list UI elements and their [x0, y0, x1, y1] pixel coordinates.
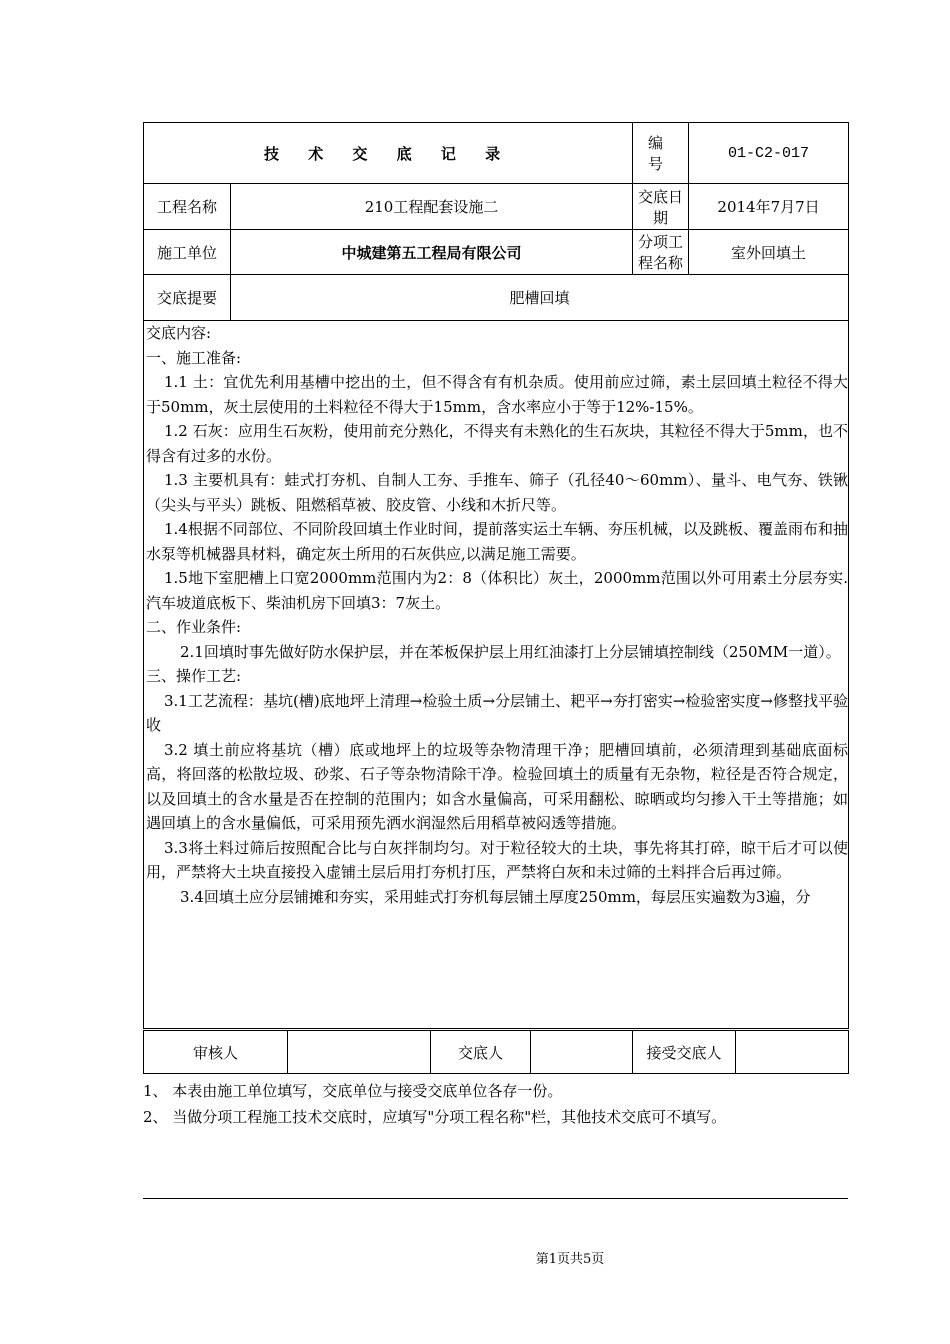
- construction-unit-value: 中城建第五工程局有限公司: [231, 230, 633, 275]
- content-line: 3.4回填土应分层铺摊和夯实，采用蛙式打夯机每层铺土厚度250mm，每层压实遍数为3遍，分: [180, 887, 811, 906]
- date-label: 交底日期: [633, 184, 689, 230]
- discloser-label: 交底人: [431, 1031, 531, 1074]
- page-number: 第1页共5页: [535, 1252, 605, 1267]
- reviewer-label: 审核人: [144, 1031, 288, 1074]
- content-line: 交底内容:: [146, 324, 212, 342]
- project-name-label: 工程名称: [144, 184, 231, 230]
- content-line: 3.3将土料过筛后按照配合比与白灰拌制均匀。对于粒径较大的土块，事先将其打碎，晾干后才可以使用，严禁将大土块直接投入虚铺土层后用打夯机打压，严禁将白灰和未过筛的土料拌合后再过筛。: [146, 838, 849, 881]
- content-line: 1.4根据不同部位、不同阶段回填土作业时间，提前落实运土车辆、夯压机械，以及跳板、覆盖雨布和抽水泵等机械器具材料，确定灰土所用的石灰供应,以满足施工需要。: [146, 520, 849, 563]
- content-line: 2.1回填时事先做好防水保护层，并在苯板保护层上用红油漆打上分层铺填控制线（250MM一道）。: [180, 642, 841, 661]
- receiver-label: 接受交底人: [633, 1031, 736, 1074]
- content-line: 二、作业条件:: [146, 618, 242, 636]
- disclosure-content: [144, 321, 849, 1029]
- form-notes: [143, 1078, 726, 1130]
- content-line: 1.3 主要机具有：蛙式打夯机、自制人工夯、手推车、筛子（孔径40～60mm）、量斗、电气夯、铁锹（尖头与平头）跳板、阻燃稻草被、胶皮管、小线和木折尺等。: [146, 471, 849, 514]
- disclosure-record-table: [143, 122, 849, 1029]
- content-line: 3.1工艺流程：基坑(槽)底地坪上清理→检验土质→分层铺土、耙平→夯打密实→检验密实度→修整找平验收: [146, 691, 849, 734]
- subproject-name-value: 室外回填土: [689, 230, 849, 275]
- construction-unit-label: 施工单位: [144, 230, 231, 275]
- project-name-value: 210工程配套设施二: [231, 184, 633, 230]
- number-value: 01-C2-017: [689, 123, 849, 184]
- discloser-field[interactable]: [531, 1031, 633, 1074]
- date-value: 2014年7月7日: [689, 184, 849, 230]
- note-item: 2、 当做分项工程施工技术交底时，应填写"分项工程名称"栏，其他技术交底可不填写。: [143, 1108, 727, 1126]
- content-line: 1.1 土：宜优先利用基槽中挖出的土，但不得含有有机杂质。使用前应过筛，素土层回填土粒径不得大于50mm，灰土层使用的土料粒径不得大于15mm，含水率应小于等于12%-15%。: [146, 373, 849, 416]
- signature-table: [143, 1030, 849, 1074]
- content-line: 三、操作工艺:: [146, 667, 242, 685]
- subproject-name-label: 分项工程名称: [633, 230, 689, 275]
- document-title: 技 术 交 底 记 录: [144, 123, 633, 184]
- receiver-field[interactable]: [736, 1031, 849, 1074]
- summary-label: 交底提要: [144, 275, 231, 321]
- content-line: 一、施工准备:: [146, 348, 242, 367]
- note-item: 1、 本表由施工单位填写，交底单位与接受交底单位各存一份。: [143, 1082, 563, 1100]
- footer-divider: [143, 1198, 848, 1199]
- content-line: 1.2 石灰：应用生石灰粉，使用前充分熟化，不得夹有未熟化的生石灰块，其粒径不得大于5mm，也不得含有过多的水份。: [146, 422, 849, 465]
- number-label: 编 号: [633, 123, 689, 184]
- content-line: 3.2 填土前应将基坑（槽）底或地坪上的垃圾等杂物清理干净；肥槽回填前，必须清理到基础底面标高，将回落的松散垃圾、砂浆、石子等杂物清除干净。检验回填土的质量有无杂物，粒径是否符合规定，以及回填土的含水量是否在控制的范围内；如含水量偏高，可采用翻松、晾晒或均匀掺入干土等措施；如遇回填上的含水量偏低，可采用预先洒水润湿然后用稻草被闷透等措施。: [146, 740, 849, 832]
- content-line: 1.5地下室肥槽上口宽2000mm范围内为2：8（体积比）灰土，2000mm范围以外可用素土分层夯实.汽车坡道底板下、柴油机房下回填3：7灰土。: [146, 569, 849, 612]
- reviewer-field[interactable]: [288, 1031, 431, 1074]
- summary-value: 肥槽回填: [231, 275, 849, 321]
